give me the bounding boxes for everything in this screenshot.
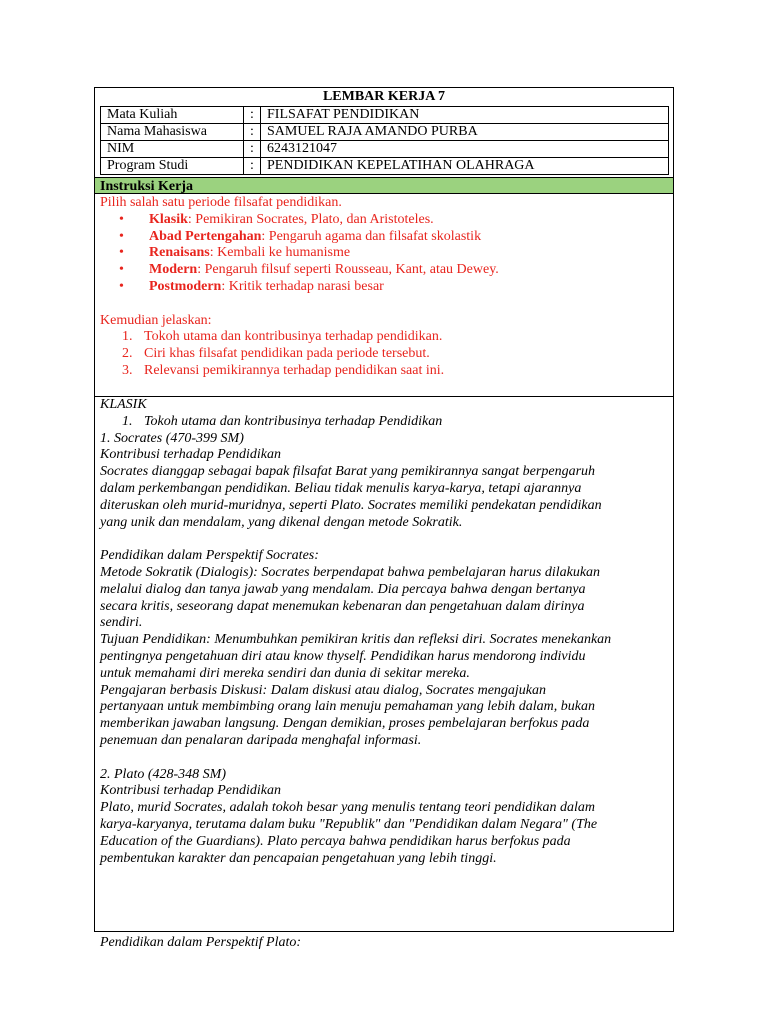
bullet-icon: • (119, 228, 124, 244)
blank-line (100, 867, 670, 884)
paragraph-line: melalui dialog dan tanya jawab yang mendalam. Dia percaya bahwa dengan bertanya (100, 581, 586, 597)
period-desc: : Pemikiran Socrates, Plato, dan Aristoteles. (187, 211, 434, 227)
info-row-student-name (101, 124, 669, 141)
info-label: Mata Kuliah (101, 107, 244, 124)
period-desc: : Kritik terhadap narasi besar (221, 278, 384, 294)
paragraph-line: untuk memahami diri mereka sendiri dan dunia di sekitar mereka. (100, 665, 470, 681)
subheading: Kontribusi terhadap Pendidikan (100, 447, 281, 463)
info-value: FILSAFAT PENDIDIKAN (261, 107, 669, 124)
info-separator: : (244, 107, 261, 124)
paragraph-line: pentingnya pengetahuan diri atau know thyself. Pendidikan harus mendorong individu (100, 648, 586, 664)
explain-number: 3. (122, 362, 133, 378)
section-heading (100, 414, 670, 431)
period-name: Klasik (149, 211, 188, 227)
period-item (100, 262, 670, 279)
info-label: Program Studi (101, 158, 244, 175)
period-name: Postmodern (149, 278, 222, 294)
paragraph-line: sendiri. (100, 615, 143, 631)
info-separator: : (244, 141, 261, 158)
info-separator: : (244, 158, 261, 175)
period-item (100, 229, 670, 246)
info-label: Nama Mahasiswa (101, 124, 244, 141)
paragraph-line: penemuan dan penalaran daripada menghafal informasi. (100, 732, 422, 748)
explain-number: 1. (122, 329, 133, 345)
figure-heading: 2. Plato (428-348 SM) (100, 766, 226, 782)
period-desc: : Pengaruh agama dan filsafat skolastik (261, 228, 482, 244)
paragraph-line: Metode Sokratik (Dialogis): Socrates berpendapat bahwa pembelajaran harus dilakukan (100, 564, 601, 580)
blank-line (100, 296, 670, 313)
section-heading-text: Tokoh utama dan kontribusinya terhadap Pendidikan (144, 413, 443, 429)
worksheet-table (94, 87, 674, 950)
info-row-course (101, 107, 669, 124)
subheading: Pendidikan dalam Perspektif Socrates: (100, 548, 319, 564)
bullet-icon: • (119, 245, 124, 261)
info-value: PENDIDIKAN KEPELATIHAN OLAHRAGA (261, 158, 669, 175)
explain-text: Ciri khas filsafat pendidikan pada periode tersebut. (144, 346, 430, 362)
paragraph-line: secara kritis, seseorang dapat menemukan kebenaran dan pengetahuan dalam dirinya (100, 598, 585, 614)
instruction-body (100, 195, 670, 380)
instruction-header: Instruksi Kerja (95, 177, 673, 194)
period-heading: KLASIK (100, 397, 147, 412)
blank-line (100, 750, 670, 767)
info-row-study-program (101, 158, 669, 175)
blank-line (100, 531, 670, 548)
info-label: NIM (101, 141, 244, 158)
period-name: Renaisans (149, 245, 210, 261)
bullet-icon: • (119, 262, 124, 278)
info-value: 6243121047 (261, 141, 669, 158)
paragraph-line: dalam perkembangan pendidikan. Beliau tidak menulis karya-karya, tetapi ajarannya (100, 480, 582, 496)
period-name: Modern (149, 262, 198, 278)
paragraph-line: Tujuan Pendidikan: Menumbuhkan pemikiran kritis dan refleksi diri. Socrates menekankan (100, 632, 612, 648)
paragraph-line: Socrates dianggap sebagai bapak filsafat Barat yang pemikirannya sangat berpengaruh (100, 464, 596, 480)
figure-heading: 1. Socrates (470-399 SM) (100, 430, 244, 446)
paragraph-line: Education of the Guardians). Plato percaya bahwa pendidikan harus berfokus pada (100, 833, 571, 849)
paragraph-line: karya-karyanya, terutama dalam buku "Republik" dan "Pendidikan dalam Negara" (The (100, 816, 598, 832)
instruction-intro: Pilih salah satu periode filsafat pendidikan. (100, 195, 342, 210)
blank-line (100, 884, 670, 901)
paragraph-line: memberikan jawaban langsung. Dengan demikian, proses pembelajaran berfokus pada (100, 716, 590, 732)
blank-line (100, 901, 670, 918)
period-item (100, 279, 670, 296)
period-item (100, 212, 670, 229)
explain-intro: Kemudian jelaskan: (100, 312, 212, 328)
bullet-icon: • (119, 211, 124, 227)
bullet-icon: • (119, 278, 124, 294)
period-item (100, 245, 670, 262)
info-value: SAMUEL RAJA AMANDO PURBA (261, 124, 669, 141)
blank-line (100, 918, 670, 935)
subheading: Pendidikan dalam Perspektif Plato: (100, 934, 302, 950)
explain-text: Relevansi pemikirannya terhadap pendidikan saat ini. (144, 362, 445, 378)
explain-item (100, 329, 670, 346)
period-desc: : Pengaruh filsuf seperti Rousseau, Kant, atau Dewey. (197, 262, 499, 278)
explain-text: Tokoh utama dan kontribusinya terhadap pendidikan. (144, 329, 443, 345)
explain-item (100, 363, 670, 380)
period-desc: : Kembali ke humanisme (209, 245, 351, 261)
paragraph-line: Plato, murid Socrates, adalah tokoh besar yang menulis tentang teori pendidikan dalam (100, 800, 596, 816)
section-number: 1. (122, 413, 133, 429)
info-separator: : (244, 124, 261, 141)
paragraph-line: Pengajaran berbasis Diskusi: Dalam diskusi atau dialog, Socrates mengajukan (100, 682, 547, 698)
explain-number: 2. (122, 346, 133, 362)
paragraph-line: yang unik dan mendalam, yang dikenal dengan metode Sokratik. (100, 514, 463, 530)
explain-item (100, 346, 670, 363)
info-row-nim (101, 141, 669, 158)
period-name: Abad Pertengahan (149, 228, 262, 244)
paragraph-line: diteruskan oleh murid-muridnya, seperti Plato. Socrates memiliki pendekatan pendidikan (100, 497, 602, 513)
paragraph-line: pertanyaan untuk membimbing orang lain menuju pemahaman yang lebih dalam, bukan (100, 699, 595, 715)
identity-table (100, 106, 669, 175)
worksheet-title: LEMBAR KERJA 7 (322, 89, 446, 104)
paragraph-line: pembentukan karakter dan pencapaian pengetahuan yang lebih tinggi. (100, 850, 497, 866)
subheading: Kontribusi terhadap Pendidikan (100, 783, 281, 799)
answer-body (100, 397, 670, 951)
